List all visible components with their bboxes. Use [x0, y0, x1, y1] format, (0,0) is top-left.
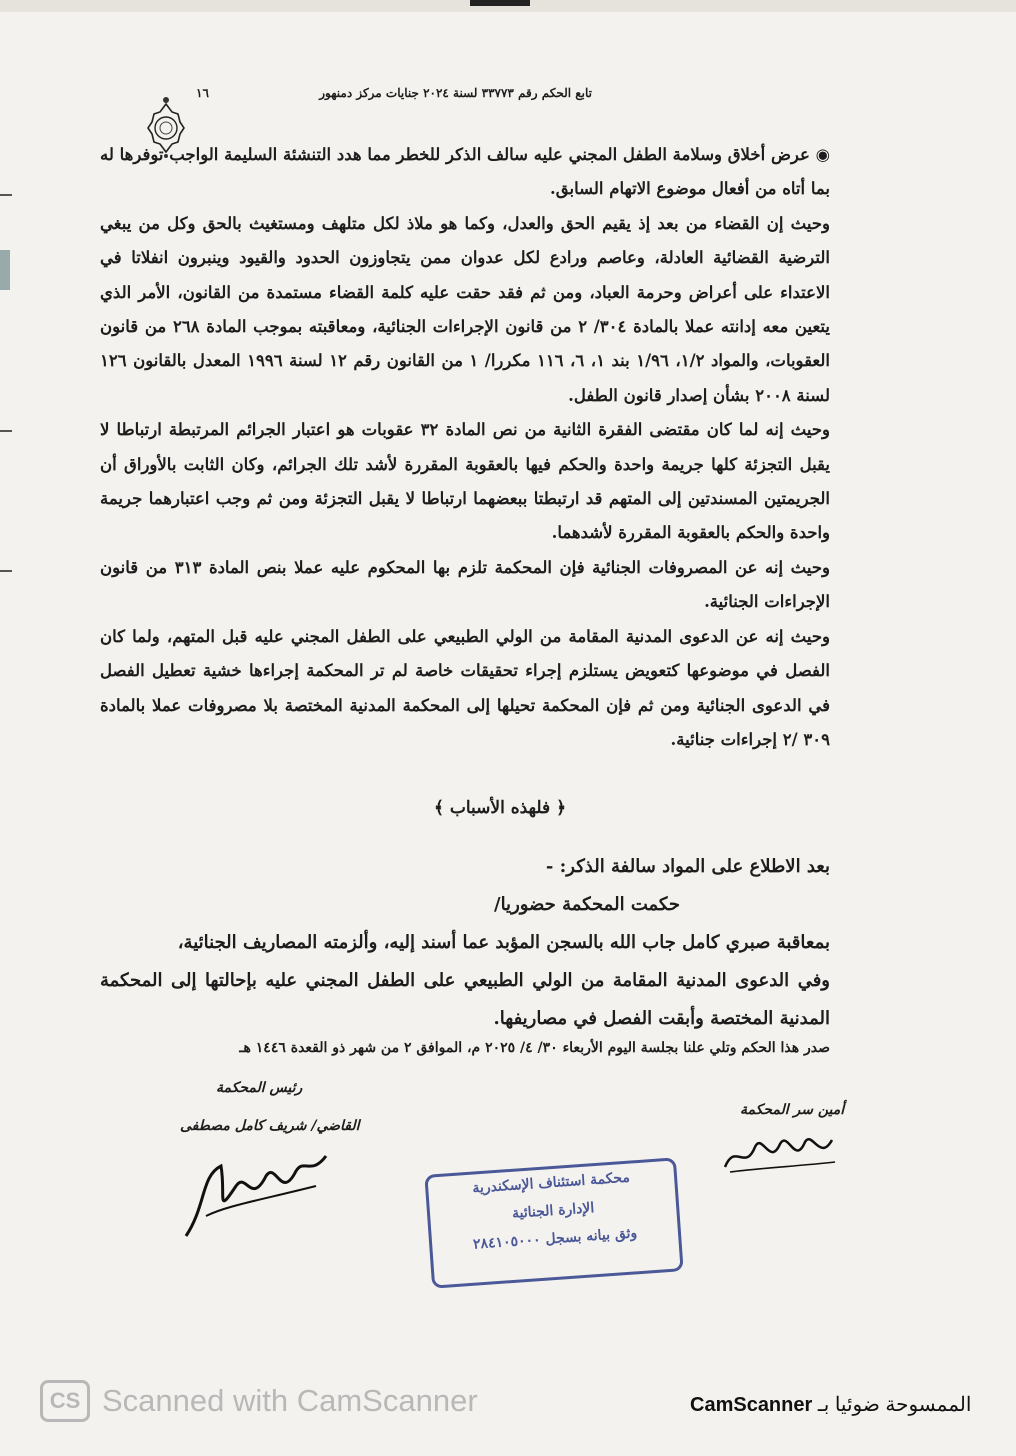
paragraph: ◉ عرض أخلاق وسلامة الطفل المجني عليه سالف الذكر للخطر مما هدد التنشئة السليمة الواجب توفرها له بما أتاه من أفعال موضوع الاتهام السابق.	[100, 145, 830, 199]
verdict-section	[100, 848, 830, 1038]
paragraph: وحيث إن القضاء من بعد إذ يقيم الحق والعدل، وكما هو ملاذ لكل متلهف ومستغيث بالحق وكل من يبغي الترضية القضائية العادلة، وعاصم ورادع لكل عدوان ممن يتجاوزون الحدود والقيود وينبرون انفلاتا في الاعتداء على أعراض وحرمة العباد، ومن ثم فقد حقت عليه كلمة القضاء مستمدة من القانون، الأمر الذي يتعين معه إدانته عملا بالمادة ٣٠٤/ ٢ من قانون الإجراءات الجنائية، ومعاقبته بموجب المادة ٢٦٨ من قانون العقوبات، والمواد ١/٢، ١/٩٦ بند ١، ٦، ١١٦ مكررا/ ١ من القانون رقم ١٢ لسنة ١٩٩٦ المعدل بالقانون ١٢٦ لسنة ٢٠٠٨ بشأن إصدار قانون الطفل.	[100, 213, 830, 405]
edge-mark	[0, 430, 12, 432]
paragraph: وحيث إنه لما كان مقتضى الفقرة الثانية من نص المادة ٣٢ عقوبات هو اعتبار الجرائم المرتبطة ارتباطا لا يقبل التجزئة كلها جريمة واحدة والحكم فيها بالعقوبة المقررة لأشد تلك الجرائم، وكان الثابت بالأوراق أن الجريمتين المسندتين إلى المتهم قد ارتبطتا ببعضهما ارتباطا لا يقبل التجزئة ومن ثم وجب اعتبارهما جريمة واحدة والحكم بالعقوبة المقررة لأشدهما.	[100, 420, 830, 543]
paragraph: وحيث إنه عن الدعوى المدنية المقامة من الولي الطبيعي على الطفل المجني عليه قبل المتهم، ولما كان الفصل في موضوعها كتعويض يستلزم إجراء تحقيقات خاصة لم تر المحكمة إجراءها خشية تعطيل الفصل في الدعوى الجنائية ومن ثم فإن المحكمة تحيلها إلى المحكمة المدنية المختصة بلا مصروفات عملا بالمادة ٣٠٩ /٢ إجراءات جنائية.	[100, 626, 830, 749]
secretary-title: أمين سر المحكمة	[740, 1102, 845, 1118]
camscanner-arabic-label	[690, 1392, 990, 1417]
top-mark	[470, 0, 530, 6]
judgment-body	[100, 138, 830, 757]
issued-date-line: صدر هذا الحكم وتلي علنا بجلسة اليوم الأربعاء ٣٠/ ٤/ ٢٠٢٥ م، الموافق ٢ من شهر ذو القعدة ١٤٤٦ هـ	[239, 1040, 830, 1056]
verdict-line: وفي الدعوى المدنية المقامة من الولي الطبيعي على الطفل المجني عليه بإحالتها إلى المحكمة المدنية المختصة وأبقت الفصل في مصاريفها.	[100, 970, 830, 1029]
president-name: القاضي/ شريف كامل مصطفى	[180, 1118, 360, 1134]
secretary-signature	[720, 1122, 840, 1182]
president-signature	[176, 1146, 336, 1246]
president-title: رئيس المحكمة	[216, 1080, 303, 1096]
edge-mark	[0, 570, 12, 572]
arabic-prefix: الممسوحة ضوئيا بـ	[817, 1394, 972, 1416]
page-number: ١٦	[196, 86, 209, 100]
reasons-heading: ﴿ فلهذه الأسباب ﴾	[433, 798, 567, 818]
verdict-line: بمعاقبة صبري كامل جاب الله بالسجن المؤبد عما أسند إليه، وألزمته المصاريف الجنائية،	[177, 932, 830, 953]
page-header: تابع الحكم رقم ٣٣٧٧٣ لسنة ٢٠٢٤ جنايات مركز دمنهور	[319, 86, 592, 100]
camscanner-logo-icon: CS	[40, 1380, 90, 1422]
stamp-line: الإدارة الجنائية	[511, 1200, 595, 1222]
edge-mark	[0, 250, 10, 290]
left-edge-marks	[0, 180, 14, 680]
edge-mark	[0, 194, 12, 196]
brand-name: CamScanner	[690, 1394, 813, 1416]
verdict-intro: بعد الاطلاع على المواد سالفة الذكر: -	[545, 856, 830, 877]
camscanner-watermark	[40, 1376, 478, 1426]
stamp-line: محكمة استئناف الإسكندرية	[471, 1169, 631, 1197]
verdict-ruling: حكمت المحكمة حضوريا/	[494, 894, 680, 915]
stamp-line: وثق بيانه بسجل ٢٨٤١٠٥٠٠٠	[472, 1225, 638, 1253]
court-stamp	[424, 1157, 683, 1288]
scanned-with-text: Scanned with CamScanner	[102, 1383, 478, 1418]
paragraph: وحيث إنه عن المصروفات الجنائية فإن المحكمة تلزم بها المحكوم عليه عملا بنص المادة ٣١٣ من قانون الإجراءات الجنائية.	[100, 557, 831, 612]
